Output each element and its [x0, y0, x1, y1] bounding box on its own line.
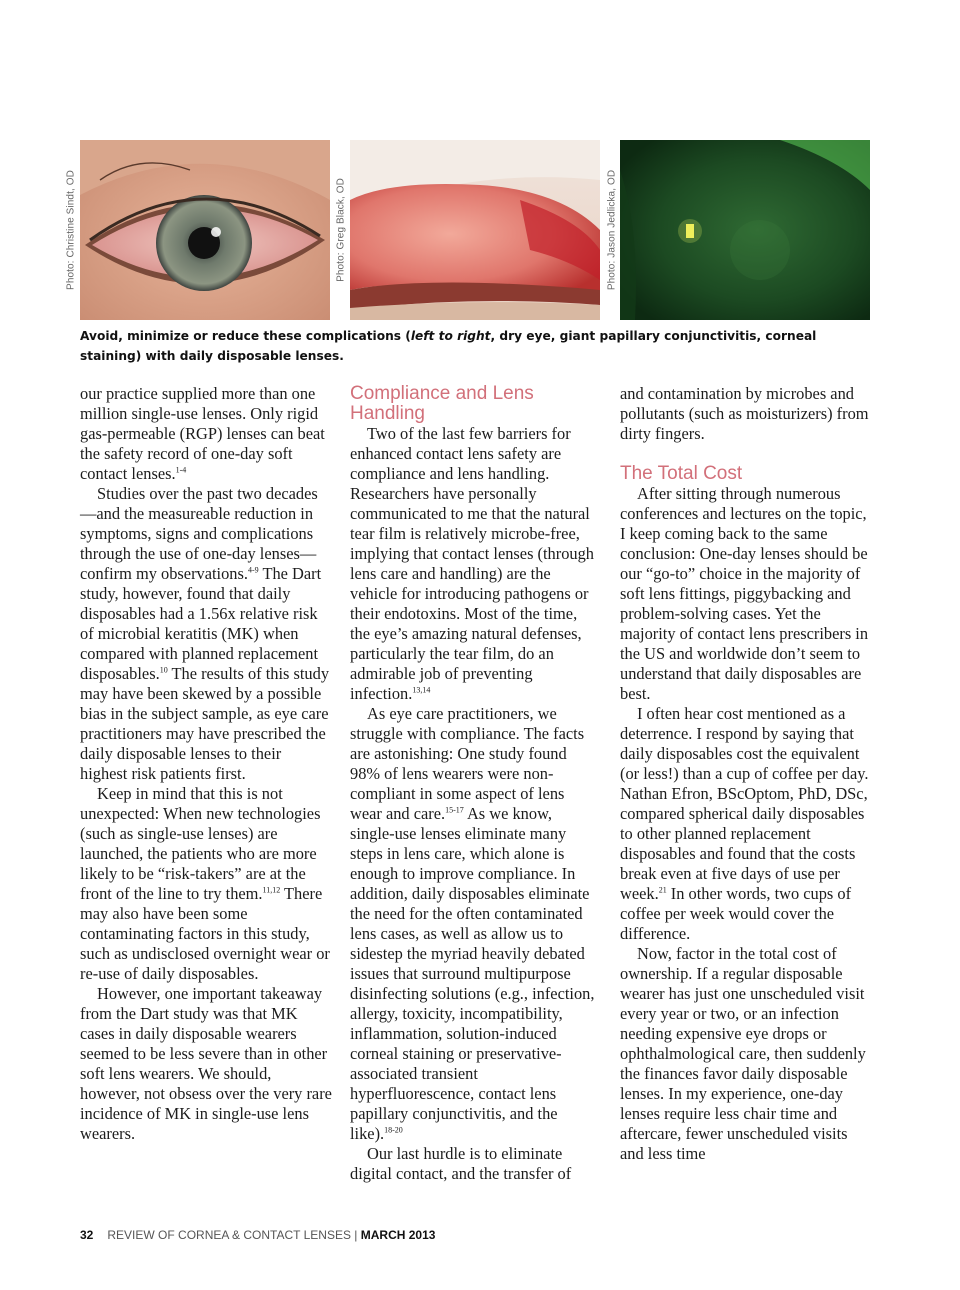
- caption-text: , dry eye, giant papillary conjunctivitis, corneal staining) with daily disposable lenses.: [80, 329, 817, 363]
- caption-emphasis: left to right: [410, 329, 491, 343]
- paragraph-text: There may also have been some contaminating factors in this study, such as undisclosed overnight wear or re-use of daily disposables.: [80, 884, 330, 983]
- paragraph: [350, 424, 600, 704]
- paragraph: [350, 704, 600, 1144]
- paragraph: However, one important takeaway from the Dart study was that MK cases in daily disposable wearers seemed to be less severe than in other soft lens wearers. We should, however, not obsess over the very rare incidence of MK in single-use lens wearers.: [80, 984, 332, 1143]
- reference-superscript: 4-9: [247, 565, 259, 575]
- paragraph: Our last hurdle is to eliminate digital contact, and the transfer of: [350, 1144, 572, 1183]
- paragraph: [80, 384, 332, 484]
- photo-credit-text: Photo: Jason Jedlicka, OD: [606, 169, 618, 291]
- reference-superscript: 21: [658, 885, 667, 895]
- paragraph-text: In other words, two cups of coffee per week would cover the difference.: [620, 884, 852, 943]
- paragraph-text: The Dart study, however, found that daily disposables had a 1.56x relative risk of microbial keratitis (MK) when compared with planned replacement disposables.: [80, 564, 322, 683]
- reference-superscript: 1-4: [175, 465, 187, 475]
- paragraph: [620, 704, 872, 944]
- paragraph: [80, 784, 332, 984]
- figure-caption: [80, 326, 880, 366]
- reference-superscript: 18-20: [384, 1125, 403, 1135]
- paragraph-text: Studies over the past two decades—and the measureable reduction in symptoms, signs and complications through the use of one-day lenses—confirm my observations.: [80, 484, 318, 583]
- paragraph: [80, 484, 332, 784]
- paragraph: After sitting through numerous conferences and lectures on the topic, I keep coming back to the same conclusion: One-day lenses should be our “go-to” choice in the majority of soft lens fittings, piggybacking and problem-solving cases. Yet the majority of contact lens prescribers in the US and worldwide don’t seem to understand that daily disposables are best.: [620, 484, 869, 703]
- photo-credit-1: [64, 140, 78, 320]
- paragraph: and contamination by microbes and pollutants (such as moisturizers) from dirty fingers.: [620, 384, 869, 443]
- reference-superscript: 10: [159, 665, 168, 675]
- paragraph-text: Keep in mind that this is not unexpected: When new technologies (such as single-use lenses) are launched, the patients who are more likely to be “risk-takers” are at the front of the line to try them.: [80, 784, 321, 903]
- photo-credit-text: Photo: Greg Black, OD: [335, 178, 347, 282]
- reference-superscript: 15-17: [445, 805, 464, 815]
- paragraph: Now, factor in the total cost of ownership. If a regular disposable wearer has just one unscheduled visit every year or two, or an infection needing expensive eye drops or ophthalmological care, then suddenly the finances favor daily disposable lenses. In my experience, one-day lenses require less chair time and aftercare, fewer unscheduled visits and less time: [620, 944, 866, 1163]
- article-column-2: [350, 384, 600, 1184]
- photo-credit-3: [605, 140, 619, 320]
- paragraph-text: our practice supplied more than one million single-use lenses. Only rigid gas-permeable (RGP) lenses can beat the safety record of one-day soft contact lenses.: [80, 384, 325, 483]
- publication-name: REVIEW OF CORNEA & CONTACT LENSES |: [107, 1228, 361, 1242]
- paragraph-text: I often hear cost mentioned as a deterrence. I respond by saying that daily disposables cost the equivalent (or less!) than a cup of coffee per day. Nathan Efron, BScOptom, PhD, DSc, compared spherical daily disposables to other planned replacement disposables and found that the costs break even at five days of use per week.: [620, 704, 869, 903]
- paragraph-text: As eye care practitioners, we struggle with compliance. The facts are astonishing: One study found 98% of lens wearers were non-compliant in some aspect of lens wear and care.: [350, 704, 585, 823]
- reference-superscript: 11,12: [262, 885, 281, 895]
- issue-date: MARCH 2013: [360, 1228, 436, 1242]
- caption-text: Avoid, minimize or reduce these complications (: [80, 329, 411, 343]
- paragraph-text: The results of this study may have been skewed by a possible bias in the subject sample, as eye care practitioners may have prescribed the daily disposable lenses to their highest risk patients first.: [80, 664, 330, 783]
- section-heading: Compliance and Lens Handling: [350, 383, 534, 424]
- article-column-1: [80, 384, 332, 1144]
- photo-credit-text: Photo: Christine Sindt, OD: [65, 170, 77, 290]
- everted-eyelid-photo: [350, 140, 600, 320]
- corneal-staining-photo: [620, 140, 870, 320]
- page-footer: [80, 1228, 435, 1242]
- page-number: 32: [80, 1228, 94, 1242]
- photo-credit-2: [334, 140, 348, 320]
- eye-redness-photo: [80, 140, 330, 320]
- paragraph-text: As we know, single-use lenses eliminate many steps in lens care, which alone is enough to improve compliance. In addition, daily disposables eliminate the need for the often contaminated lens cases, as well as allow us to sidestep the myriad heavily debated issues that surround multipurpose disinfecting solutions (e.g., infection, allergy, toxicity, incompatibility, inflammation, solution-induced corneal staining or preservative-associated transient hyperfluorescence, contact lens papillary conjunctivitis, and the like).: [350, 804, 595, 1143]
- section-heading: The Total Cost: [620, 463, 743, 484]
- paragraph-text: Two of the last few barriers for enhanced contact lens safety are compliance and lens handling. Researchers have personally communicated to me that the natural tear film is relatively microbe-free, implying that contact lenses (through lens care and handling) are the vehicle for introducing pathogens or their endotoxins. Most of the time, the eye’s amazing natural defenses, particularly the tear film, do an admirable job of preventing infection.: [350, 424, 594, 703]
- reference-superscript: 13,14: [412, 685, 431, 695]
- article-column-3: [620, 384, 872, 1164]
